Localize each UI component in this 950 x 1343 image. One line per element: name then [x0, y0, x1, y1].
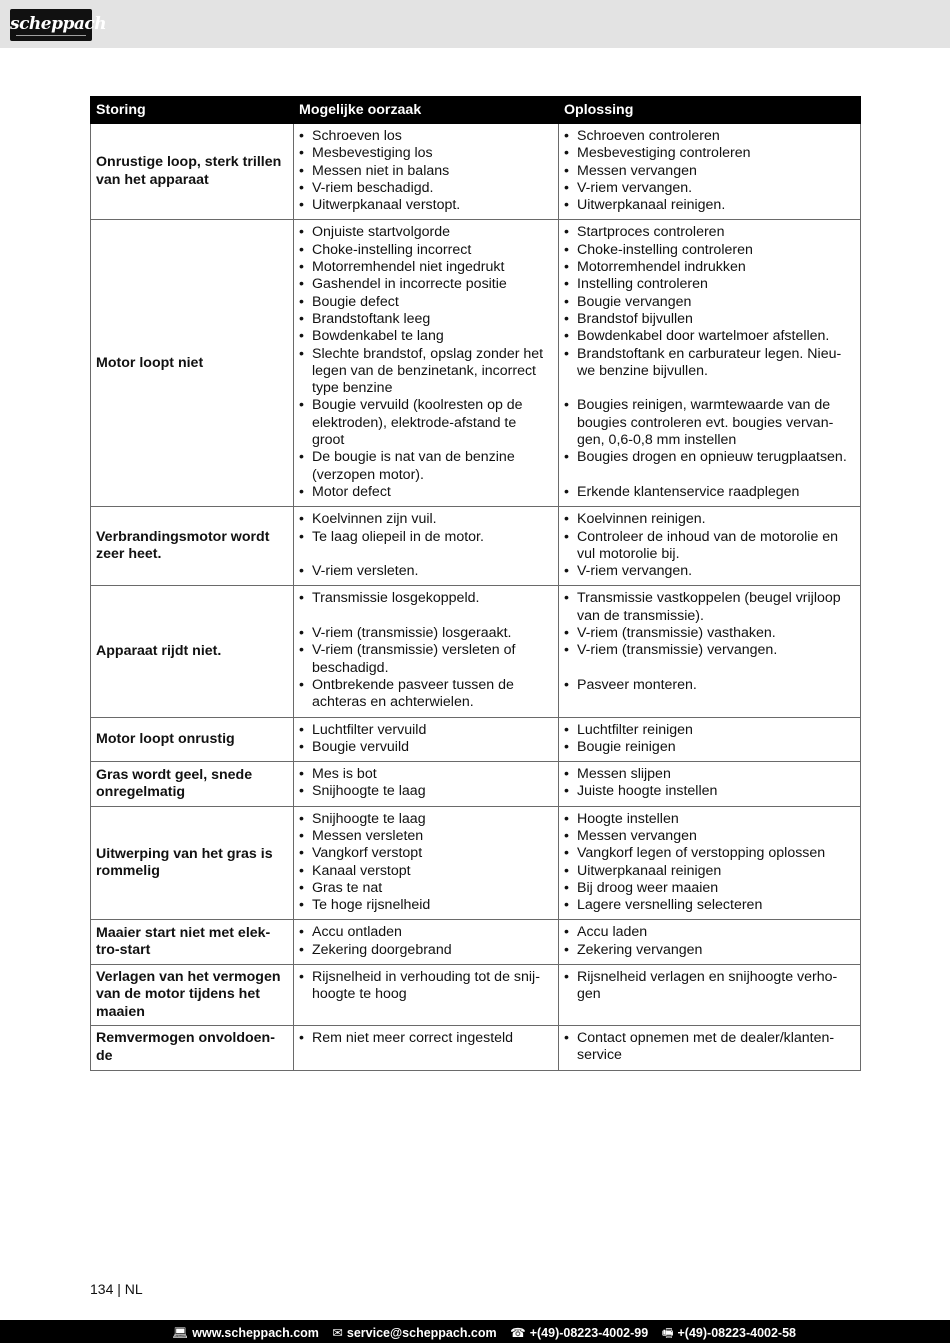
table-row: [91, 1025, 861, 1070]
cause-cell: [294, 920, 559, 965]
cause-item: • Ontbrekende pasveer tussen de achteras en achterwielen.: [299, 677, 552, 712]
cause-item: • V-riem (transmissie) losgeraakt.: [299, 625, 552, 642]
cause-item: • Gashendel in incorrecte positie: [299, 276, 552, 293]
cause-item: • Slechte brandstof, opslag zonder het legen van de benzinetank, incorrect type benzine: [299, 346, 552, 398]
header-storing: Storing: [91, 97, 294, 124]
cause-item: [299, 546, 552, 563]
cause-cell: [294, 762, 559, 807]
table-row: [91, 507, 861, 586]
footer-phone: [510, 1325, 648, 1340]
cause-item: • Bougie vervuild: [299, 739, 552, 756]
solution-item: • V-riem (transmissie) vervangen.: [564, 642, 854, 659]
footer-fax: [662, 1324, 796, 1343]
cause-item: • Koelvinnen zijn vuil.: [299, 511, 552, 528]
solution-item: • V-riem (transmissie) vasthaken.: [564, 625, 854, 642]
cause-cell: [294, 717, 559, 762]
table-row: [91, 124, 861, 220]
footer-bar: [0, 1320, 950, 1343]
cause-list: [299, 811, 552, 915]
solution-item: [564, 660, 854, 677]
cause-list: [299, 590, 552, 711]
cause-item: • Onjuiste startvolgorde: [299, 224, 552, 241]
cause-item: • Accu ontladen: [299, 924, 552, 941]
cause-cell: [294, 507, 559, 586]
cause-item: • Choke-instelling incorrect: [299, 242, 552, 259]
solution-item: • V-riem vervangen.: [564, 563, 854, 580]
cause-item: • Transmissie losgekoppeld.: [299, 590, 552, 607]
scheppach-logo: [10, 9, 107, 41]
fault-cell: Motor loopt onrustig: [91, 717, 294, 762]
solution-item: • Transmissie vastkoppelen (beugel vrijloop van de transmissie).: [564, 590, 854, 625]
solution-item: • Uitwerpkanaal reinigen.: [564, 197, 854, 214]
solution-cell: [559, 220, 861, 507]
cause-item: • Gras te nat: [299, 880, 552, 897]
cause-item: • Te laag oliepeil in de motor.: [299, 529, 552, 546]
solution-item: • Messen vervangen: [564, 828, 854, 845]
page-separator: |: [117, 1281, 121, 1297]
fault-cell: Gras wordt geel, snede onregelmatig: [91, 762, 294, 807]
fax-icon: 🖷︎: [661, 1326, 674, 1340]
solution-list: [564, 590, 854, 694]
computer-icon: 💻︎: [172, 1326, 189, 1340]
cause-cell: [294, 220, 559, 507]
solution-cell: [559, 1025, 861, 1070]
cause-list: [299, 128, 552, 214]
solution-item: • Koelvinnen reinigen.: [564, 511, 854, 528]
cause-cell: [294, 124, 559, 220]
table-row: [91, 762, 861, 807]
solution-item: • Rijsnelheid verlagen en snijhoogte verho-gen: [564, 969, 854, 1004]
solution-item: • Uitwerpkanaal reinigen: [564, 863, 854, 880]
solution-cell: [559, 717, 861, 762]
solution-cell: [559, 586, 861, 717]
cause-item: • V-riem versleten.: [299, 563, 552, 580]
solution-list: [564, 766, 854, 801]
solution-item: • Bougie reinigen: [564, 739, 854, 756]
cause-item: • Snijhoogte te laag: [299, 811, 552, 828]
cause-item: • Zekering doorgebrand: [299, 942, 552, 959]
cause-item: • Bowdenkabel te lang: [299, 328, 552, 345]
solution-item: • Messen slijpen: [564, 766, 854, 783]
cause-item: • Uitwerpkanaal verstopt.: [299, 197, 552, 214]
table-header-row: [91, 97, 861, 124]
mail-icon: ✉︎: [332, 1326, 343, 1340]
solution-item: • Controleer de inhoud van de motorolie en vul motorolie bij.: [564, 529, 854, 564]
solution-item: • Instelling controleren: [564, 276, 854, 293]
solution-item: • Bougies reinigen, warmtewaarde van de bougies controleren evt. bougies vervan-gen, 0,6-0,8 mm instellen: [564, 397, 854, 449]
cause-item: • Luchtfilter vervuild: [299, 722, 552, 739]
cause-list: [299, 722, 552, 757]
footer-website[interactable]: [172, 1326, 319, 1341]
cause-cell: [294, 965, 559, 1026]
phone-icon: ☎︎: [510, 1326, 526, 1340]
solution-list: [564, 722, 854, 757]
cause-list: [299, 1030, 552, 1047]
cause-item: • Schroeven los: [299, 128, 552, 145]
cause-item: • De bougie is nat van de benzine (verzopen motor).: [299, 449, 552, 484]
page-number-value: 134: [90, 1281, 114, 1297]
solution-item: • Accu laden: [564, 924, 854, 941]
solution-item: • Luchtfilter reinigen: [564, 722, 854, 739]
footer-contacts: [162, 1324, 796, 1343]
solution-item: • Motorremhendel indrukken: [564, 259, 854, 276]
solution-item: • Mesbevestiging controleren: [564, 145, 854, 162]
cause-cell: [294, 806, 559, 920]
solution-item: • Lagere versnelling selecteren: [564, 897, 854, 914]
solution-cell: [559, 965, 861, 1026]
footer-phone-text: +(49)-08223-4002-99: [529, 1326, 649, 1340]
header-mogelijke-oorzaak: Mogelijke oorzaak: [294, 97, 559, 124]
page-language: NL: [124, 1281, 143, 1297]
cause-item: • V-riem beschadigd.: [299, 180, 552, 197]
cause-item: • Snijhoogte te laag: [299, 783, 552, 800]
cause-item: • Messen niet in balans: [299, 163, 552, 180]
solution-item: • Pasveer monteren.: [564, 677, 854, 694]
solution-item: • Contact opnemen met de dealer/klanten-service: [564, 1030, 854, 1065]
solution-item: • Bowdenkabel door wartelmoer afstellen.: [564, 328, 854, 345]
cause-list: [299, 766, 552, 801]
header-bar: [0, 0, 950, 48]
footer-email-text: service@scheppach.com: [346, 1326, 497, 1340]
cause-item: • Motorremhendel niet ingedrukt: [299, 259, 552, 276]
solution-item: • Schroeven controleren: [564, 128, 854, 145]
solution-item: • Erkende klantenservice raadplegen: [564, 484, 854, 501]
cause-item: • V-riem (transmissie) versleten of beschadigd.: [299, 642, 552, 677]
cause-item: • Messen versleten: [299, 828, 552, 845]
solution-cell: [559, 507, 861, 586]
table-row: [91, 586, 861, 717]
table-row: [91, 220, 861, 507]
logo-underline: [16, 35, 86, 36]
solution-item: • Messen vervangen: [564, 163, 854, 180]
solution-list: [564, 224, 854, 501]
page-number: [90, 1281, 143, 1297]
solution-item: • Startproces controleren: [564, 224, 854, 241]
table-row: [91, 717, 861, 762]
solution-item: • Brandstof bijvullen: [564, 311, 854, 328]
solution-item: • Hoogte instellen: [564, 811, 854, 828]
fault-cell: Verbrandingsmotor wordt zeer heet.: [91, 507, 294, 586]
cause-item: • Brandstoftank leeg: [299, 311, 552, 328]
solution-item: • Vangkorf legen of verstopping oplossen: [564, 845, 854, 862]
cause-item: • Kanaal verstopt: [299, 863, 552, 880]
cause-item: • Motor defect: [299, 484, 552, 501]
fault-cell: Motor loopt niet: [91, 220, 294, 507]
cause-item: • Mes is bot: [299, 766, 552, 783]
cause-cell: [294, 1025, 559, 1070]
fault-cell: Uitwerping van het gras is rommelig: [91, 806, 294, 920]
footer-email[interactable]: [332, 1325, 496, 1340]
table-row: [91, 965, 861, 1026]
cause-item: • Vangkorf verstopt: [299, 845, 552, 862]
footer-website-text: www.scheppach.com: [192, 1326, 319, 1340]
footer-fax-text: +(49)-08223-4002-58: [677, 1326, 796, 1340]
solution-list: [564, 924, 854, 959]
solution-cell: [559, 124, 861, 220]
fault-cell: Verlagen van het vermogen van de motor tijdens het maaien: [91, 965, 294, 1026]
solution-cell: [559, 806, 861, 920]
solution-cell: [559, 762, 861, 807]
logo-text: scheppach: [10, 14, 107, 34]
solution-item: • Juiste hoogte instellen: [564, 783, 854, 800]
solution-list: [564, 969, 854, 1004]
solution-item: • Bougies drogen en opnieuw terugplaatsen.: [564, 449, 854, 466]
cause-item: [299, 608, 552, 625]
cause-list: [299, 924, 552, 959]
cause-list: [299, 511, 552, 580]
solution-list: [564, 511, 854, 580]
solution-item: • Brandstoftank en carburateur legen. Nieu-we benzine bijvullen.: [564, 346, 854, 381]
table-row: [91, 920, 861, 965]
solution-item: • Zekering vervangen: [564, 942, 854, 959]
cause-item: • Mesbevestiging los: [299, 145, 552, 162]
solution-item: [564, 380, 854, 397]
cause-item: • Rem niet meer correct ingesteld: [299, 1030, 552, 1047]
solution-list: [564, 811, 854, 915]
troubleshooting-table: [90, 96, 861, 1071]
fault-cell: Onrustige loop, sterk trillen van het apparaat: [91, 124, 294, 220]
header-oplossing: Oplossing: [559, 97, 861, 124]
solution-list: [564, 1030, 854, 1065]
fault-cell: Remvermogen onvoldoen-de: [91, 1025, 294, 1070]
fault-cell: Apparaat rijdt niet.: [91, 586, 294, 717]
cause-list: [299, 969, 552, 1004]
solution-list: [564, 128, 854, 214]
fault-cell: Maaier start niet met elek-tro-start: [91, 920, 294, 965]
solution-cell: [559, 920, 861, 965]
cause-list: [299, 224, 552, 501]
cause-item: • Bougie defect: [299, 294, 552, 311]
solution-item: • V-riem vervangen.: [564, 180, 854, 197]
cause-item: • Rijsnelheid in verhouding tot de snij-hoogte te hoog: [299, 969, 552, 1004]
cause-item: • Te hoge rijsnelheid: [299, 897, 552, 914]
solution-item: • Choke-instelling controleren: [564, 242, 854, 259]
cause-item: • Bougie vervuild (koolresten op de elektroden), elektrode-afstand te groot: [299, 397, 552, 449]
solution-item: • Bij droog weer maaien: [564, 880, 854, 897]
solution-item: • Bougie vervangen: [564, 294, 854, 311]
cause-cell: [294, 586, 559, 717]
solution-item: [564, 467, 854, 484]
table-row: [91, 806, 861, 920]
